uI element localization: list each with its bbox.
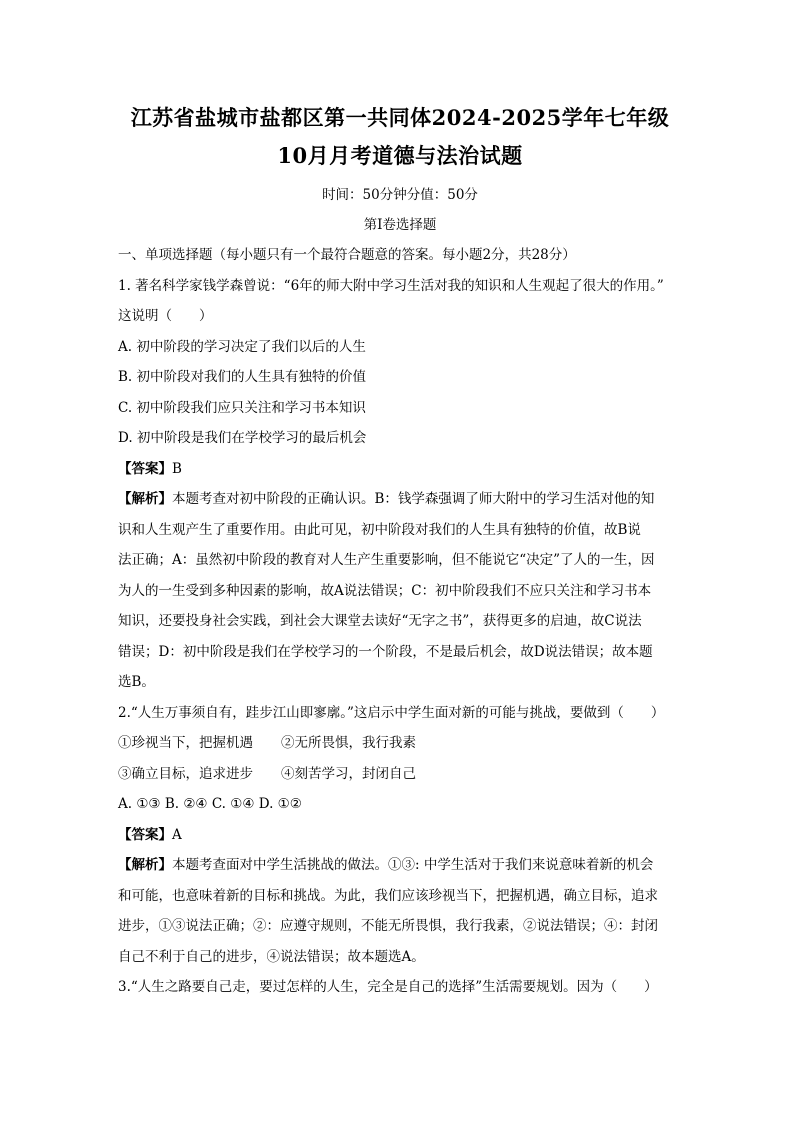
question-3: [118, 972, 682, 1003]
document-title-line1: 江苏省盐城市盐都区第一共同体2024-2025学年七年级: [130, 105, 670, 130]
q1-option-b: B. 初中阶段对我们的人生具有独特的价值: [118, 369, 367, 385]
q2-answer-label: 【答案】: [118, 826, 172, 843]
q2-item-2: ②无所畏惧，我行我素: [281, 735, 416, 751]
q1-option-a: A. 初中阶段的学习决定了我们以后的人生: [118, 338, 366, 355]
q3-stem: 3.“人生之路要自己走，要过怎样的人生，完全是自己的选择”生活需要规划。因为（ ）: [118, 979, 658, 995]
q1-analysis-line7: 选B。: [118, 674, 155, 690]
question-2: [118, 698, 682, 973]
q1-analysis-line1: [118, 484, 682, 515]
q1-answer: [118, 454, 682, 485]
q2-stem: 2.“人生万事须自有，跬步江山即寥廓。”这启示中学生面对新的可能与挑战，要做到（ ）: [118, 704, 665, 721]
q1-answer-label: 【答案】: [118, 460, 172, 477]
q1-stem-line1: 1. 著名科学家钱学森曾说：“6年的师大附中学习生活对我的知识和人生观起了很大的作用。”: [118, 277, 664, 294]
q2-analysis-text1: 本题考查面对中学生活挑战的做法。①③: 中学生活对于我们来说意味着新的机会: [172, 857, 654, 873]
q1-analysis-line2: 识和人生观产生了重要作用。由此可见，初中阶段对我们的人生具有独特的价值，故B说: [118, 521, 641, 538]
q2-analysis-line4: 自己不利于自己的进步，④说法错误；故本题选A。: [118, 948, 425, 965]
q1-analysis-label: 【解析】: [118, 491, 172, 507]
q1-answer-value: B: [172, 460, 182, 477]
q2-item-3: ③确立目标，追求进步: [118, 765, 253, 782]
q2-items-row2: [118, 759, 682, 790]
q2-analysis-label: 【解析】: [118, 857, 172, 873]
q2-answer: [118, 820, 682, 851]
q1-analysis-text1: 本题考查对初中阶段的正确认识。B：钱学森强调了师大附中的学习生活对他的知: [172, 491, 655, 507]
document-title-line2: 10月月考道德与法治试题: [277, 143, 523, 168]
q1-analysis-line3: 法正确；A：虽然初中阶段的教育对人生产生重要影响，但不能说它“决定”了人的一生，因: [118, 552, 655, 568]
q2-items-row1: [118, 728, 682, 759]
q2-item-4: ④刻苦学习，封闭自己: [281, 765, 416, 782]
q1-stem-line2: 这说明（ ）: [118, 308, 213, 324]
q2-item-1: ①珍视当下，把握机遇: [118, 735, 253, 751]
exam-meta: 时间：50分钟分值：50分: [322, 187, 478, 203]
q1-analysis-line6: 错误；D：初中阶段是我们在学校学习的一个阶段，不是最后机会，故D说法错误；故本题: [118, 643, 653, 660]
q1-option-c: C. 初中阶段我们应只关注和学习书本知识: [118, 399, 366, 416]
q1-option-d: D. 初中阶段是我们在学校学习的最后机会: [118, 430, 367, 446]
q2-options: A. ①③ B. ②④ C. ①④ D. ①②: [118, 796, 302, 812]
section-heading: 第Ⅰ卷选择题: [363, 217, 437, 233]
part-heading: 一、单项选择题（每小题只有一个最符合题意的答案。每小题2分，共28分）: [118, 247, 576, 263]
q2-analysis-line3: 进步，①③说法正确；②：应遵守规则，不能无所畏惧，我行我素，②说法错误；④：封闭: [118, 918, 658, 934]
q1-analysis-line4: 为人的一生受到多种因素的影响，故A说法错误；C：初中阶段我们不应只关注和学习书本: [118, 582, 652, 599]
q2-answer-value: A: [172, 826, 182, 843]
q2-analysis-line2: 和可能，也意味着新的目标和挑战。为此，我们应该珍视当下，把握机遇，确立目标，追求: [118, 887, 658, 904]
q1-analysis-line5: 知识，还要投身社会实践，到社会大课堂去读好“无字之书”，获得更多的启迪，故C说法: [118, 613, 642, 629]
question-1: [118, 271, 682, 698]
q2-analysis-line1: [118, 850, 682, 881]
